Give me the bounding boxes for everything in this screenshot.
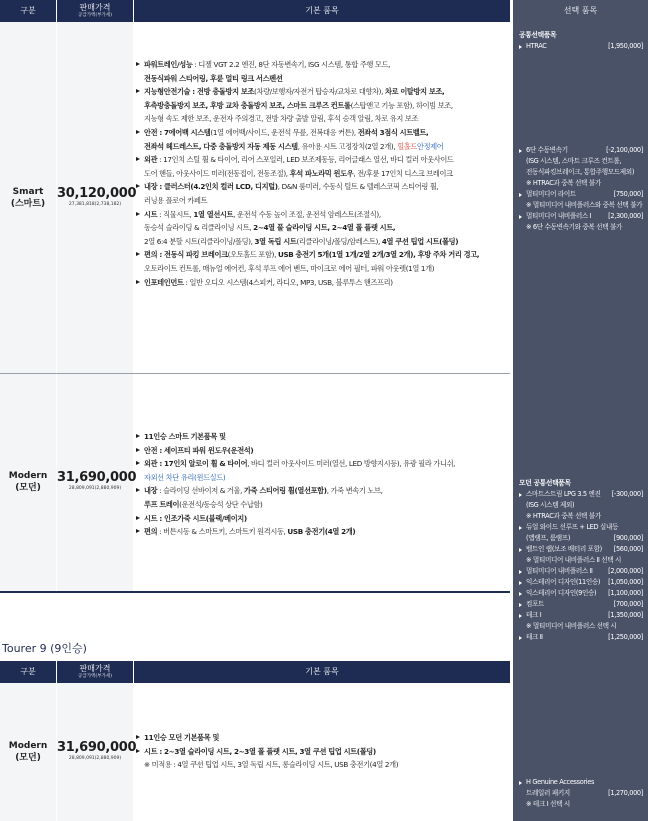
trim-column-bg [0, 22, 56, 592]
list-item: 안전 : 7에어백 시스템(1열 에어백/사이드, 운전석 무릎, 전복대응 커튼), 전좌석 3점식 시트벨트, 전좌석 헤드레스트, 다중 충돌방지 자동 제동 시스템, 유아용 시트 고정장치(2열 2개), 힐홀드안정제어 [136, 126, 508, 153]
trim-modern-9: Modern (모던) [8, 741, 48, 763]
list-item: 시트 : 2~3열 슬라이딩 시트, 2~3열 폴 플랫 시트, 3열 쿠션 팁업 시트(폴딩) [136, 745, 508, 759]
section-title-tourer9: Tourer 9 (9인승) [2, 642, 87, 655]
list-item: 편의 : 버튼시동 & 스마트키, 스마트키 원격시동, USB 충전기(4열 2개) [136, 525, 508, 539]
common-options-2 [519, 145, 643, 233]
option-ex9: 익스테리어 디자인(9인승) [1,100,000] [519, 588, 643, 599]
table-bottom-rule [0, 591, 510, 593]
features-smart [136, 58, 508, 289]
list-item: 인포테인먼트 : 일반 오디오 시스템(4스피커, 라디오, MP3, USB, 블루투스 핸즈프리) [136, 276, 508, 290]
price-column-bg [57, 22, 137, 592]
list-item: 내장 : 클러스터(4.2인치 컬러 LCD, 디지털), D&N 룸미러, 수동식 틸트 & 텔레스코픽 스티어링 휠, 러닝용 플로어 카페트 [136, 180, 508, 207]
note-not-applied: ※ 미적용 : 4열 쿠션 팁업 시트, 3열 독립 시트, 롱슬라이딩 시트, USB 충전기(4열 2개) [144, 760, 399, 770]
option-mm-lite: 멀티미디어 라이트 [750,000] ※ 멀티미디어 내비플러스와 중복 선택 불가 [519, 189, 643, 211]
list-item: 시트 : 직물시트, 1열 열선시트, 운전석 수동 높이 조절, 운전석 암레스트(조절식), 동승석 슬라이딩 & 리클라이닝 시트, 2~4열 풀 슬라이딩 시트, 2~4열 폴 플랫 시트, 2열 6:4 분할 시트(리클라이닝/폴딩), 3열 독립 시트(리클라이닝/폴딩/암레스트), 4열 쿠션 팁업 시트(폴딩) [136, 208, 508, 249]
modern-options: 모던 공통선택품목 스마트스트림 LPG 3.5 엔진 [-300,000] (ISG 시스템 제외) ※ HTRAC과 중복 선택 불가 듀얼 와이드 선루프 + LED 실내등 (맵램프, 룸램프) [900,000] 벨트인 랩(보조 배터리 포함) [560,000] ※ 멀티미디어 내비플러스 Ⅱ 선택 시 멀티미디어 내비플러스 Ⅱ [2,000,000] 익스테리어 디자인(11인승) [1,050,000] 익스테리어 디자인(9인승) [1,100,000] 컴포트 [700,000] 테크 Ⅰ [1,350,000] ※ 멀티미디어 내비플러스 선택 시 테크 Ⅱ [1,250,000] [519, 479, 643, 641]
header-trim: 구분 [0, 0, 56, 22]
list-item: 외관 : 17인치 스틸 휠 & 타이어, 리어 스포일러, LED 보조제동등, 리어글래스 열선, 바디 컬러 아웃사이드 도어 핸들, 아웃사이드 미러(전동접이, 전동조절), 후석 파노라믹 윈도우, 전/후륜 17인치 디스크 브레이크 [136, 153, 508, 180]
option-ex11: 익스테리어 디자인(11인승) [1,050,000] [519, 577, 643, 588]
header-price-2: 판매가격 공급가액(부가세) [57, 661, 133, 683]
price-smart: 30,120,000 27,381,818(2,738,182) [57, 186, 137, 207]
option-mt6: 6단 수동변속기 [-2,100,000] (ISG 시스템, 스마트 크루즈 컨트롤, 전동식파킹브레이크, 통합주행모드제외) ※ HTRAC과 중복 선택 불가 [519, 145, 643, 189]
option-lpg: 스마트스트림 LPG 3.5 엔진 [-300,000] (ISG 시스템 제외) ※ HTRAC과 중복 선택 불가 [519, 489, 643, 522]
list-item: 11인승 스마트 기본품목 및 [136, 430, 508, 444]
price-modern: 31,690,000 28,809,091(2,880,909) [57, 470, 137, 491]
header-options: 선택 품목 [513, 0, 648, 22]
features-modern-9 [136, 731, 508, 772]
options-sidebar [513, 22, 648, 821]
option-htrac: HTRAC [1,950,000] [519, 41, 643, 52]
list-item: 지능형안전기술 : 전방 충돌방지 보조(차량/보행자/자전거 탑승자/교차로 대향차), 차로 이탈방지 보조, 후측방충돌방지 보조, 후방 교차 충돌방지 보조, 스마트 크루즈 컨트롤(스탑앤고 기능 포함), 하이빔 보조, 지능형 속도 제한 보조, 운전자 주의경고, 전방 차량 출발 알림, 후석 승객 알림, 차로 유지 보조 [136, 85, 508, 126]
row-divider [0, 373, 510, 374]
features-modern [136, 430, 508, 539]
option-tech1: 테크 Ⅰ [1,350,000] ※ 멀티미디어 내비플러스 선택 시 [519, 610, 643, 632]
option-dual-sunroof: 듀얼 와이드 선루프 + LED 실내등 (맵램프, 룸램프) [900,000] [519, 522, 643, 544]
common-options: 공통선택품목 HTRAC [1,950,000] [519, 31, 643, 50]
option-trailer: H Genuine Accessories 트레일러 패키지 [1,270,000] ※ 테크 Ⅰ 선택 시 [519, 777, 643, 810]
list-item: 편의 : 전동식 파킹 브레이크(오토홀드 포함), USB 충전기 5개(1열 1개/2열 2개/3열 2개), 후방 주차 거리 경고, 오토라이트 컨트롤, 매뉴얼 에어컨, 후석 루프 에어 벤트, 마이크로 에어 필터, 파워 아웃렛(1열 1개) [136, 248, 508, 275]
option-belt: 벨트인 랩(보조 배터리 포함) [560,000] ※ 멀티미디어 내비플러스 Ⅱ 선택 시 [519, 544, 643, 566]
option-mm2: 멀티미디어 내비플러스 Ⅱ [2,000,000] [519, 566, 643, 577]
price-modern-9: 31,690,000 28,809,091(2,880,909) [57, 740, 137, 761]
header-price: 판매가격 공급가액(부가세) [57, 0, 133, 22]
option-tech2: 테크 Ⅱ [1,250,000] [519, 632, 643, 643]
header-features-2: 기본 품목 [134, 661, 510, 683]
list-item: 11인승 모던 기본품목 및 [136, 731, 508, 745]
list-item: 외관 : 17인치 알로이 휠 & 타이어, 바디 컬러 아웃사이드 미러(열선, LED 방향지시등), 유광 필라 가니쉬, 자외선 차단 유리(윈드실드) [136, 457, 508, 484]
header-trim-2: 구분 [0, 661, 56, 683]
list-item: 안전 : 세이프티 파워 윈도우(운전석) [136, 444, 508, 458]
option-comfort: 컴포트 [700,000] [519, 599, 643, 610]
header-features: 기본 품목 [134, 0, 510, 22]
list-item: 파워트레인/성능 : 디젤 VGT 2.2 엔진, 8단 자동변속기, ISG 시스템, 통합 주행 모드, 전동식파워 스티어링, 후륜 멀티 링크 서스펜션 [136, 58, 508, 85]
trim-modern: Modern (모던) [8, 471, 48, 493]
option-mm-plus: 멀티미디어 내비플러스 Ⅰ [2,300,000] ※ 6단 수동변속기와 중복 선택 불가 [519, 211, 643, 233]
trim-smart: Smart (스마트) [10, 187, 46, 209]
accessory-options [519, 777, 643, 810]
list-item: 시트 : 인조가죽 시트(블랙/베이지) [136, 512, 508, 526]
list-item: 내장 : 슬라이딩 선바이저 & 거울, 가죽 스티어링 휠(열선포함), 가죽 변속기 노브, 루프 트레이(운전석/동승석 상단 수납함) [136, 484, 508, 511]
